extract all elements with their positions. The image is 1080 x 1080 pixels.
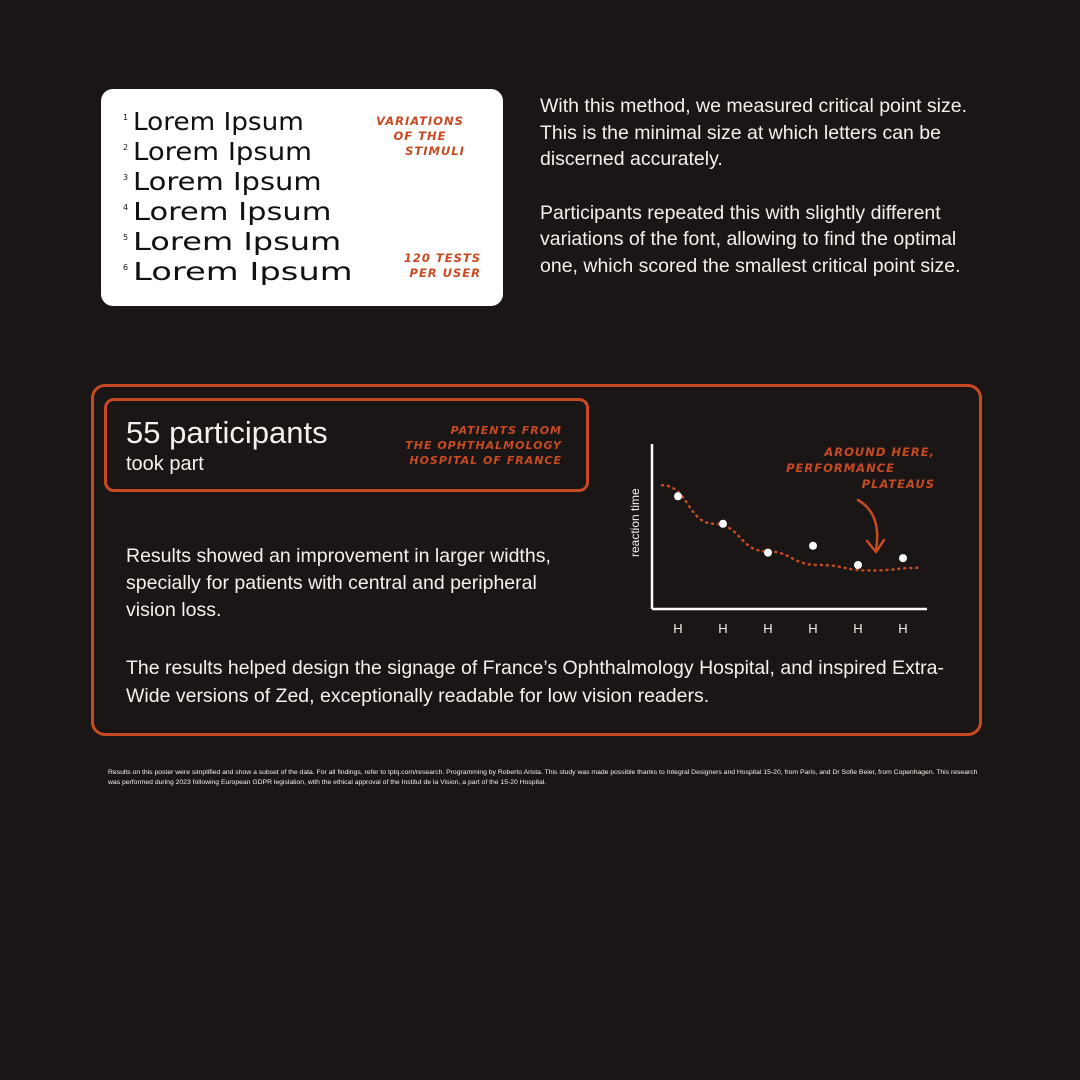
trend-line (662, 485, 922, 570)
footer-credits: Results on this poster were simplified and show a subset of the data. For all findings, refer to tptq.com/research. Programming by Roberto Arista. This study was made possible thanks to Integral Designers and Hospital 15-20, from Paris, and Dr Sofie Beier, from Copenhagen. This research was performed during 2023 following European GDPR legislation, with the ethical approval of the Institut de la Vision, a part of the 15-20 Hospital. (108, 769, 978, 786)
stimulus-number: 4 (123, 203, 129, 212)
stimulus-sample: Lorem Ipsum (133, 167, 322, 196)
method-paragraph: Participants repeated this with slightly different variations of the font, allowing to find the optimal one, which scored the smallest critical point size. (540, 201, 961, 277)
data-point (719, 520, 727, 528)
stimulus-number: 3 (123, 173, 129, 182)
stimulus-number: 5 (123, 233, 129, 242)
participants-count: 55 participants (126, 415, 328, 450)
x-tick-label: H (718, 621, 728, 636)
y-axis-label: reaction time (628, 488, 642, 557)
stimulus-sample: Lorem Ipsum (133, 107, 304, 136)
tests-note: 120 TESTS PER USER (403, 251, 481, 280)
stimulus-number: 6 (123, 263, 129, 272)
x-tick-label: H (853, 621, 863, 636)
plateau-note: AROUND HERE, PERFORMANCE PLATEAUS (786, 445, 935, 491)
data-point (899, 554, 907, 562)
stimuli-card (101, 89, 503, 306)
x-tick-label: H (808, 621, 818, 636)
method-paragraph: With this method, we measured critical point size. This is the minimal size at which letters can be discerned accurately. (540, 95, 968, 170)
stimulus-number: 2 (123, 143, 129, 152)
data-point (809, 542, 817, 550)
method-description (540, 93, 980, 306)
results-summary: Results showed an improvement in larger widths, specially for patients with central and peripheral vision loss. (126, 545, 551, 621)
participants-box (104, 398, 589, 492)
data-point (764, 549, 772, 557)
stimulus-sample: Lorem Ipsum (133, 227, 342, 256)
x-tick-label: H (763, 621, 773, 636)
variations-note: VARIATIONS OF THE STIMULI (376, 114, 465, 158)
results-conclusion: The results helped design the signage of France’s Ophthalmology Hospital, and inspired Extra-Wide versions of Zed, exceptionally readable for low vision readers. (126, 657, 945, 707)
x-tick-label: H (898, 621, 908, 636)
data-point (674, 492, 682, 500)
stimulus-sample: Lorem Ipsum (133, 257, 353, 286)
participants-subtitle: took part (126, 453, 204, 475)
stimulus-sample: Lorem Ipsum (133, 197, 332, 226)
x-tick-label: H (673, 621, 683, 636)
patients-note: PATIENTS FROM THE OPHTHALMOLOGY HOSPITAL OF FRANCE (405, 424, 562, 467)
stimulus-number: 1 (123, 113, 129, 122)
stimulus-sample: Lorem Ipsum (133, 137, 312, 166)
data-point (854, 561, 862, 569)
